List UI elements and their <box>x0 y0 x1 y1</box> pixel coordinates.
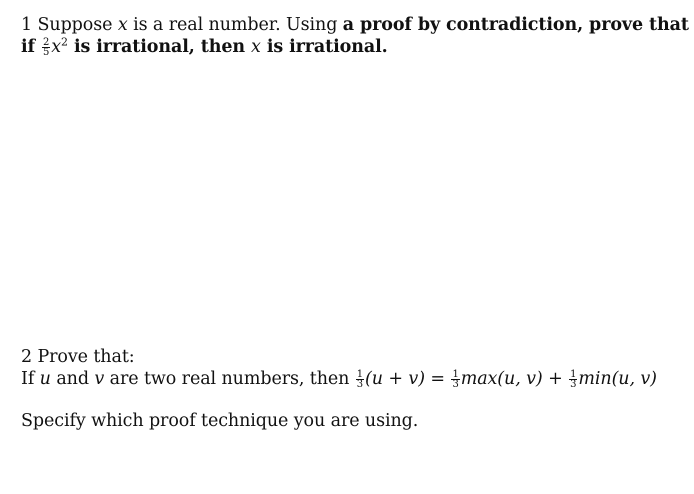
problem-1-intro: Suppose <box>37 15 113 35</box>
variable-u: u <box>39 369 51 389</box>
fraction-numerator: 1 <box>570 368 577 380</box>
fraction-one-third-2 <box>451 370 459 389</box>
problem-1-if: if <box>21 37 35 57</box>
expression-min: min(u, v) <box>578 369 657 389</box>
fraction-denominator: 3 <box>570 378 577 390</box>
problem-2-instruction: Specify which proof technique you are using. <box>21 411 419 431</box>
fraction-denominator: 3 <box>356 378 364 390</box>
problem-1-line-1 <box>21 14 689 36</box>
variable-x: x <box>117 15 128 35</box>
problem-1-end: is irrational. <box>266 37 388 57</box>
problem-1-middle: is irrational, then <box>73 37 246 57</box>
problem-2-if: If <box>21 369 35 389</box>
fraction-two-fifths <box>42 38 50 57</box>
variable-v: v <box>94 369 105 389</box>
expression-max: max(u, v) + <box>460 369 563 389</box>
fraction-denominator: 3 <box>452 378 459 390</box>
fraction-numerator: 1 <box>356 368 364 380</box>
problem-1-method: a proof by contradiction, prove that <box>342 15 689 35</box>
spacer <box>21 390 682 410</box>
problem-2-middle: are two real numbers, then <box>109 369 350 389</box>
exponent: 2 <box>61 35 68 49</box>
problem-1-intro-rest: is a real number. Using <box>133 15 338 35</box>
expression-sum: (u + v) = <box>365 369 445 389</box>
problem-2-heading: 2 Prove that: <box>21 347 135 367</box>
fraction-one-third-1 <box>356 370 364 389</box>
problem-1-number: 1 <box>21 15 33 35</box>
problem-1 <box>21 14 689 58</box>
problem-2-statement <box>21 368 682 390</box>
fraction-one-third-3 <box>569 370 577 389</box>
problem-2 <box>21 346 682 432</box>
fraction-numerator: 1 <box>452 368 459 380</box>
problem-2-and: and <box>56 369 89 389</box>
variable-x-final: x <box>251 37 261 57</box>
problem-1-line-2 <box>21 36 682 58</box>
fraction-numerator: 2 <box>42 36 50 48</box>
fraction-denominator: 5 <box>42 46 50 58</box>
variable-x-squared: x <box>51 37 62 57</box>
